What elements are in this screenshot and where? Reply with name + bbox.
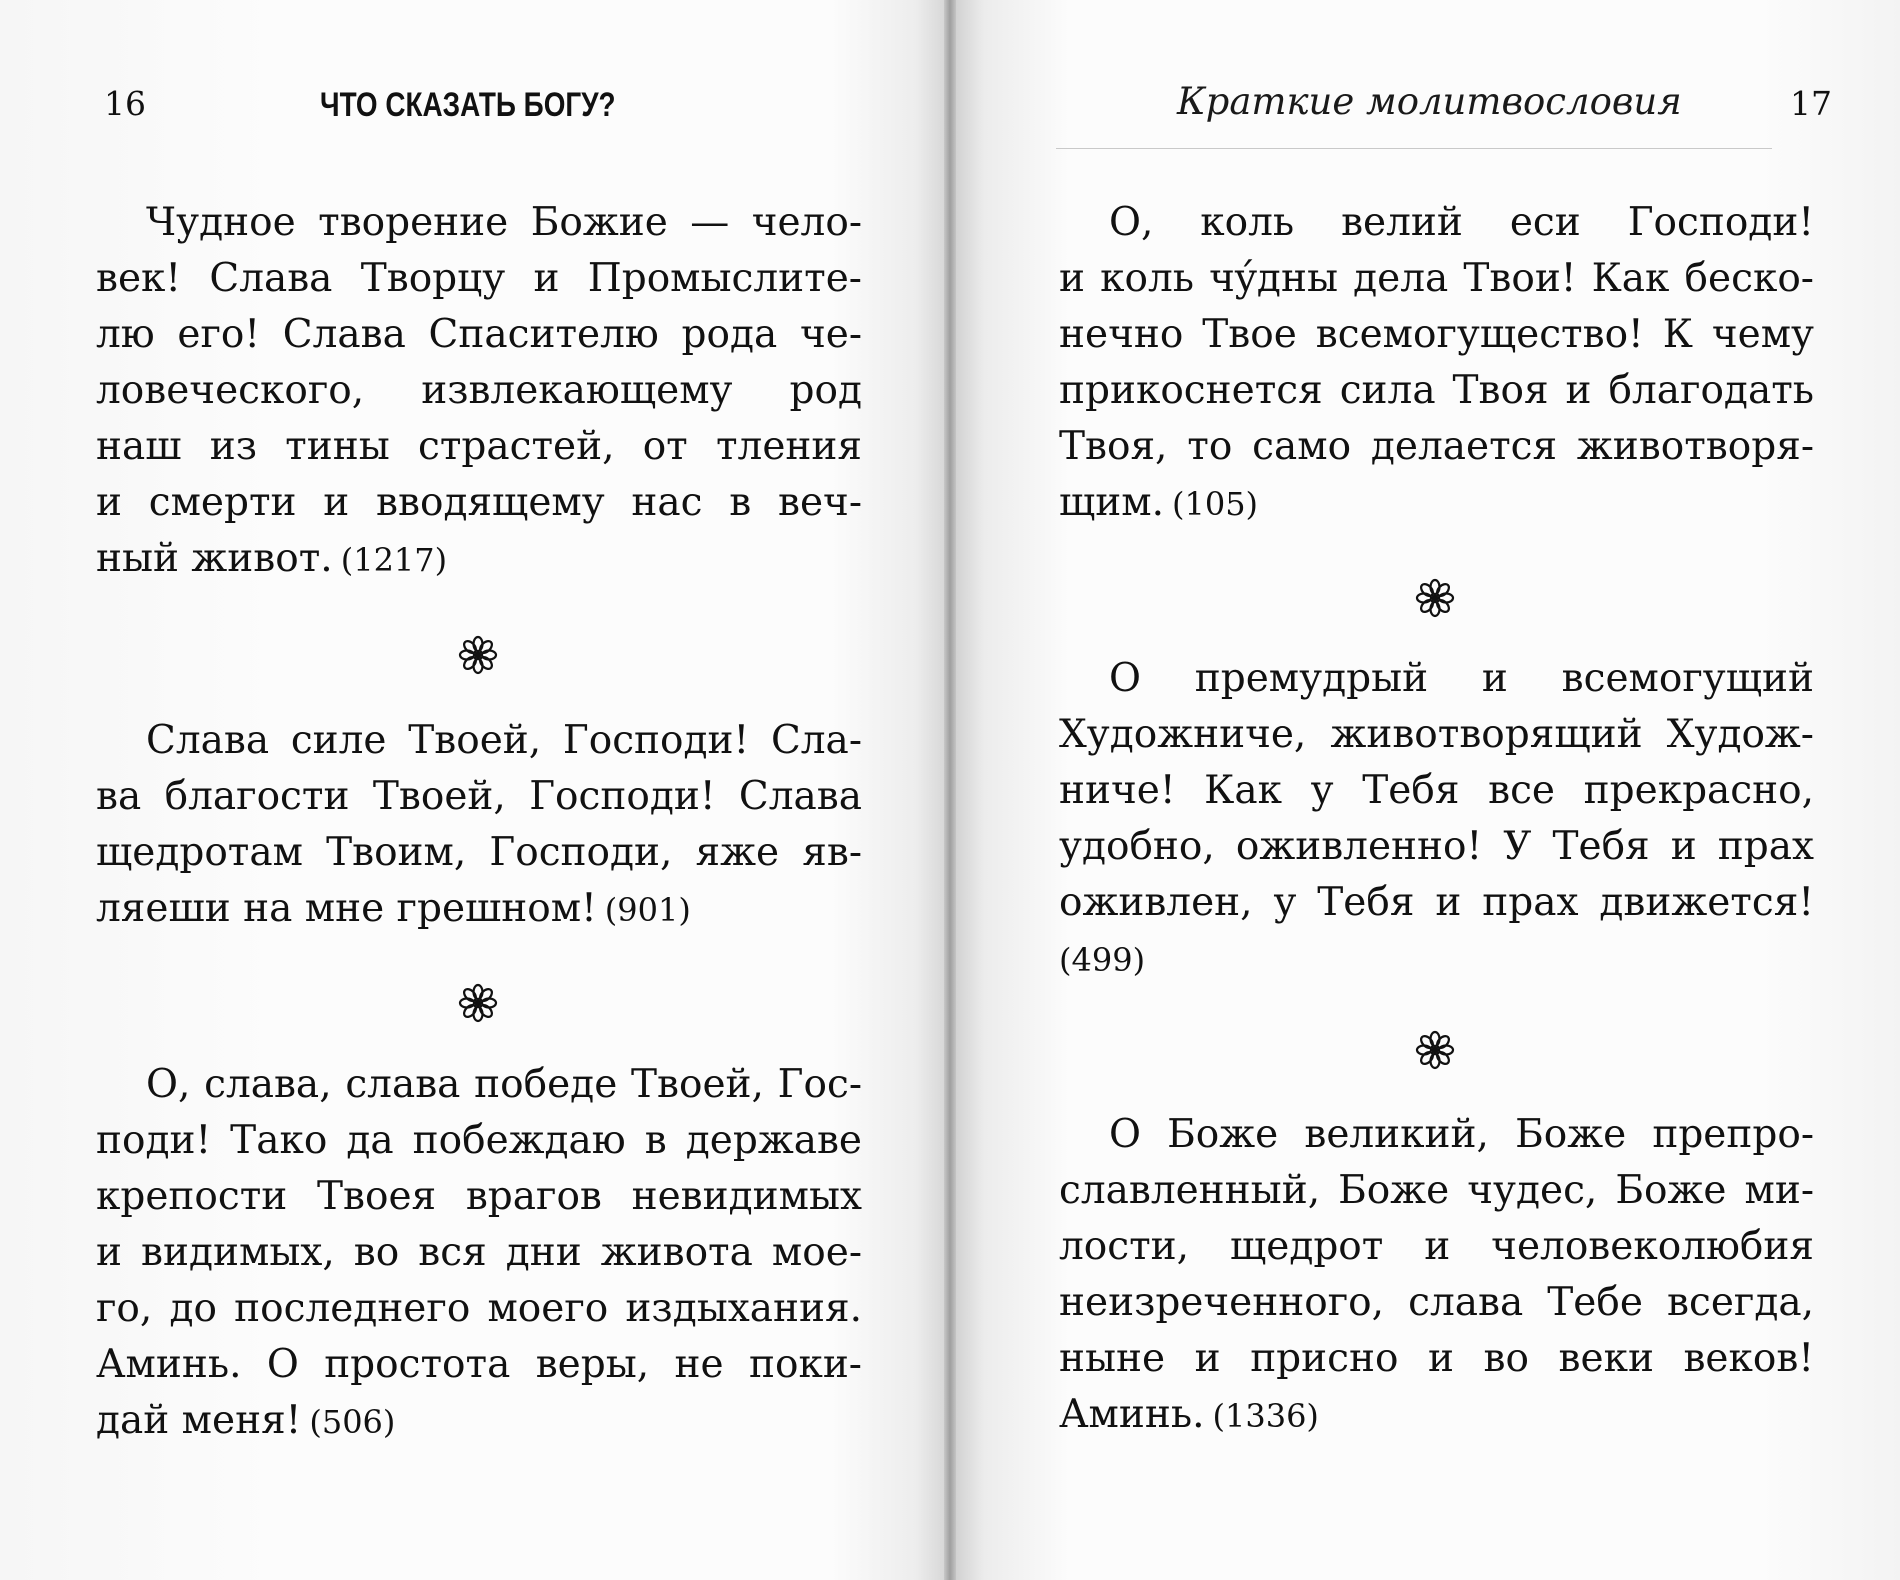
prayer-reference-number: (1336)	[1212, 1397, 1319, 1435]
prayer-reference-number: (105)	[1171, 485, 1259, 523]
flower-ornament-icon	[458, 635, 498, 675]
text-line	[96, 1398, 395, 1454]
text-line: лю его! Слава Спасителю рода че-	[96, 312, 862, 357]
text-line: неизреченного, слава Тебе всегда,	[1059, 1280, 1814, 1325]
flower-ornament-icon	[1415, 1030, 1455, 1070]
left-running-head: ЧТО СКАЗАТЬ БОГУ?	[320, 86, 616, 124]
text-line: Слава силе Твоей, Господи! Сла-	[146, 718, 862, 763]
book-gutter	[944, 0, 956, 1580]
text-line: О Боже великий, Боже препро-	[1109, 1112, 1814, 1157]
text-line: удобно, оживленно! У Тебя и прах	[1059, 824, 1814, 869]
text-line: и видимых, во вся дни живота мое-	[96, 1230, 862, 1275]
text-line-words: ный живот.	[96, 536, 333, 581]
prayer-reference-number: (499)	[1059, 941, 1146, 979]
right-page-number: 17	[1790, 84, 1832, 123]
text-line: славленный, Боже чудес, Боже ми-	[1059, 1168, 1814, 1213]
prayer-reference-number: (1217)	[340, 541, 448, 579]
text-line: О, слава, слава победе Твоей, Гос-	[146, 1062, 862, 1107]
text-line: и смерти и вводящему нас в веч-	[96, 480, 862, 525]
text-line: крепости Твоея врагов невидимых	[96, 1174, 862, 1219]
text-line: нечно Твое всемогущество! К чему	[1059, 312, 1814, 357]
text-line: щедротам Твоим, Господи, яже яв-	[96, 830, 862, 875]
text-line: ниче! Как у Тебя все прекрасно,	[1059, 768, 1814, 813]
text-line: лости, щедрот и человеколюбия	[1059, 1224, 1814, 1269]
text-line	[1059, 1392, 1319, 1448]
left-page-number: 16	[104, 84, 146, 123]
header-rule	[1056, 148, 1772, 149]
text-line: ныне и присно и во веки веков!	[1059, 1336, 1814, 1381]
text-line: оживлен, у Тебя и прах движется!	[1059, 880, 1814, 925]
text-line: прикоснется сила Твоя и благодать	[1059, 368, 1814, 413]
text-line	[1059, 480, 1258, 536]
text-line: Художниче, животворящий Худож-	[1059, 712, 1814, 757]
text-line-words: щим.	[1059, 480, 1164, 525]
text-line-words: дай меня!	[96, 1398, 302, 1443]
text-line: Аминь. О простота веры, не поки-	[96, 1342, 862, 1387]
text-line	[96, 886, 691, 942]
left-page	[0, 0, 944, 1580]
text-line: Чудное творение Божие — чело-	[146, 200, 862, 245]
text-line: О премудрый и всемогущий	[1109, 656, 1814, 701]
right-page	[956, 0, 1900, 1580]
text-line: и коль чýдны дела Твои! Как беско-	[1059, 256, 1814, 301]
text-line: О, коль велий еси Господи!	[1109, 200, 1814, 245]
text-line-words: ляеши на мне грешном!	[96, 886, 597, 931]
text-line: наш из тины страстей, от тления	[96, 424, 862, 469]
flower-ornament-icon	[458, 983, 498, 1023]
text-line: ва благости Твоей, Господи! Слава	[96, 774, 862, 819]
text-line: поди! Тако да побеждаю в державе	[96, 1118, 862, 1163]
text-line	[96, 536, 447, 592]
text-line: Твоя, то само делается животворя-	[1059, 424, 1814, 469]
right-running-head: Краткие молитвословия	[1177, 80, 1682, 123]
text-line-words: Аминь.	[1059, 1392, 1205, 1437]
text-line	[1059, 936, 1145, 992]
text-line: век! Слава Творцу и Промыслите-	[96, 256, 862, 301]
text-line: ловеческого, извлекающему род	[96, 368, 862, 413]
prayer-reference-number: (901)	[604, 891, 691, 929]
text-line: го, до последнего моего издыхания.	[96, 1286, 862, 1331]
prayer-reference-number: (506)	[309, 1403, 396, 1441]
flower-ornament-icon	[1415, 578, 1455, 618]
